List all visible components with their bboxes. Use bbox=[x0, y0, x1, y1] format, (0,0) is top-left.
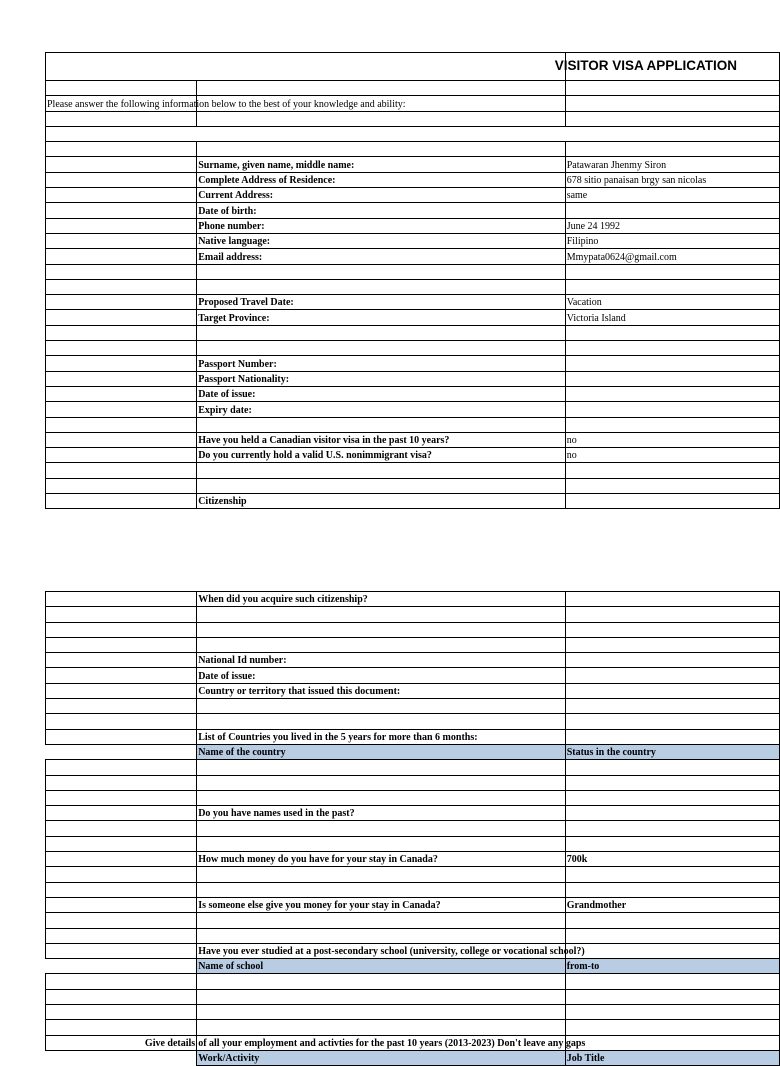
column-header: from-to bbox=[565, 959, 779, 974]
field-label: Date of issue: bbox=[197, 386, 566, 401]
field-label: Target Province: bbox=[197, 310, 566, 325]
field-label: Is someone else give you money for your stay in Canada? bbox=[197, 897, 566, 912]
field-value[interactable]: Filipino bbox=[565, 233, 779, 248]
field-label: Passport Number: bbox=[197, 356, 566, 371]
field-value[interactable]: Vacation bbox=[565, 295, 779, 310]
field-label: List of Countries you lived in the 5 years for more than 6 months: bbox=[197, 729, 566, 744]
field-label: Do you have names used in the past? bbox=[197, 806, 566, 821]
field-value[interactable] bbox=[565, 371, 779, 386]
field-value[interactable] bbox=[565, 592, 779, 607]
column-header: Work/Activity bbox=[197, 1050, 566, 1065]
field-value[interactable]: June 24 1992 bbox=[565, 218, 779, 233]
field-value[interactable]: same bbox=[565, 188, 779, 203]
field-value[interactable] bbox=[565, 653, 779, 668]
field-label: Expiry date: bbox=[197, 402, 566, 417]
field-value[interactable]: Grandmother bbox=[565, 897, 779, 912]
lower-form-table bbox=[45, 591, 780, 1066]
field-label: Phone number: bbox=[197, 218, 566, 233]
field-label: Native language: bbox=[197, 233, 566, 248]
field-value[interactable] bbox=[565, 668, 779, 683]
field-label: Surname, given name, middle name: bbox=[197, 157, 566, 172]
field-label: Country or territory that issued this document: bbox=[197, 683, 566, 698]
employment-note: of all your employment and activties for the past 10 years (2013-2023) Don't leave any gaps bbox=[198, 1037, 586, 1049]
field-value[interactable] bbox=[565, 402, 779, 417]
field-value[interactable]: no bbox=[565, 432, 779, 447]
column-header: Name of school bbox=[197, 959, 566, 974]
field-value[interactable]: Mmypata0624@gmail.com bbox=[565, 249, 779, 264]
field-label: Have you ever studied at a post-secondary school (university, college or vocational school?) bbox=[198, 946, 585, 958]
field-label: Date of issue: bbox=[197, 668, 566, 683]
column-header: Job Title bbox=[565, 1050, 779, 1065]
field-label: Date of birth: bbox=[197, 203, 566, 218]
field-label: Complete Address of Residence: bbox=[197, 172, 566, 187]
field-value[interactable] bbox=[565, 494, 779, 509]
field-value[interactable] bbox=[565, 683, 779, 698]
field-value[interactable]: Patawaran Jhenmy Siron bbox=[565, 157, 779, 172]
intro-text: Please answer the following information below to the best of your knowledge and ability: bbox=[47, 98, 406, 110]
column-header: Status in the country bbox=[565, 744, 779, 759]
field-value[interactable] bbox=[565, 356, 779, 371]
field-label: Do you currently hold a valid U.S. nonimmigrant visa? bbox=[197, 448, 566, 463]
field-value[interactable]: 700k bbox=[565, 852, 779, 867]
field-label: Email address: bbox=[197, 249, 566, 264]
field-value[interactable] bbox=[565, 386, 779, 401]
field-label: National Id number: bbox=[197, 653, 566, 668]
citizenship-label: Citizenship bbox=[197, 494, 566, 509]
upper-form-table bbox=[45, 52, 780, 509]
field-label: Have you held a Canadian visitor visa in the past 10 years? bbox=[197, 432, 566, 447]
field-label: Passport Nationality: bbox=[197, 371, 566, 386]
employment-note-left: Give details bbox=[46, 1035, 197, 1050]
field-value[interactable]: Victoria Island bbox=[565, 310, 779, 325]
column-header: Name of the country bbox=[197, 744, 566, 759]
field-label: Current Address: bbox=[197, 188, 566, 203]
field-label: Proposed Travel Date: bbox=[197, 295, 566, 310]
field-label: How much money do you have for your stay in Canada? bbox=[197, 852, 566, 867]
field-value[interactable] bbox=[565, 203, 779, 218]
field-label: When did you acquire such citizenship? bbox=[197, 592, 566, 607]
field-value[interactable]: no bbox=[565, 448, 779, 463]
field-value[interactable] bbox=[565, 806, 779, 821]
field-value[interactable]: 678 sitio panaisan brgy san nicolas bbox=[565, 172, 779, 187]
form-title: VISITOR VISA APPLICATION bbox=[565, 53, 779, 81]
